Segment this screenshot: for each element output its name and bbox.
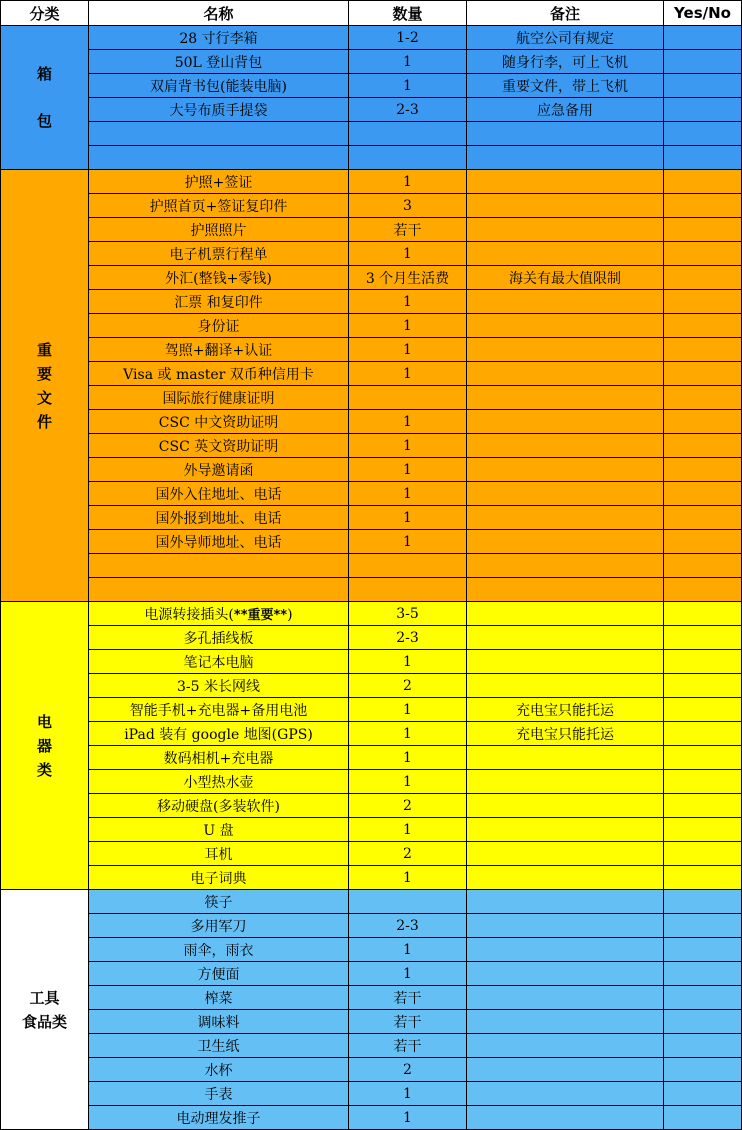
yes-no-cell[interactable] xyxy=(664,1082,742,1106)
item-name: 电子机票行程单 xyxy=(89,242,349,266)
item-note: 充电宝只能托运 xyxy=(467,698,664,722)
table-row xyxy=(1,266,742,290)
item-note xyxy=(467,818,664,842)
item-note xyxy=(467,842,664,866)
yes-no-cell[interactable] xyxy=(664,458,742,482)
item-note xyxy=(467,1010,664,1034)
item-name: 国外入住地址、电话 xyxy=(89,482,349,506)
table-row xyxy=(1,482,742,506)
table-row xyxy=(1,890,742,914)
item-quantity: 1 xyxy=(349,530,467,554)
category-label: 重要文件 xyxy=(36,340,52,431)
table-row xyxy=(1,218,742,242)
item-quantity: 1 xyxy=(349,938,467,962)
item-name: 国际旅行健康证明 xyxy=(89,386,349,410)
item-name: 筷子 xyxy=(89,890,349,914)
yes-no-cell[interactable] xyxy=(664,938,742,962)
item-quantity: 1 xyxy=(349,722,467,746)
item-note xyxy=(467,194,664,218)
table-row xyxy=(1,458,742,482)
yes-no-cell[interactable] xyxy=(664,74,742,98)
item-quantity xyxy=(349,146,467,170)
table-row xyxy=(1,554,742,578)
table-row xyxy=(1,26,742,50)
item-note xyxy=(467,170,664,194)
item-quantity: 1 xyxy=(349,338,467,362)
item-note xyxy=(467,674,664,698)
item-name: 电动理发推子 xyxy=(89,1106,349,1130)
item-quantity: 2-3 xyxy=(349,626,467,650)
item-name-part: ) xyxy=(287,606,293,623)
item-note xyxy=(467,482,664,506)
item-note xyxy=(467,626,664,650)
item-note xyxy=(467,650,664,674)
yes-no-cell[interactable] xyxy=(664,1034,742,1058)
item-name: 多孔插线板 xyxy=(89,626,349,650)
item-name xyxy=(89,122,349,146)
item-note xyxy=(467,746,664,770)
table-row xyxy=(1,1082,742,1106)
item-quantity: 若干 xyxy=(349,1034,467,1058)
item-note xyxy=(467,602,664,626)
table-row xyxy=(1,818,742,842)
item-quantity: 1 xyxy=(349,170,467,194)
yes-no-cell[interactable] xyxy=(664,98,742,122)
item-note: 应急备用 xyxy=(467,98,664,122)
table-row xyxy=(1,146,742,170)
table-row xyxy=(1,194,742,218)
item-quantity: 1-2 xyxy=(349,26,467,50)
category-label: 箱包 xyxy=(36,64,52,130)
category-documents xyxy=(1,170,89,602)
item-name: CSC 中文资助证明 xyxy=(89,410,349,434)
table-row xyxy=(1,50,742,74)
item-note xyxy=(467,218,664,242)
yes-no-cell[interactable] xyxy=(664,770,742,794)
header-name: 名称 xyxy=(89,1,349,26)
item-quantity: 3 xyxy=(349,194,467,218)
item-name xyxy=(89,578,349,602)
item-quantity: 若干 xyxy=(349,986,467,1010)
item-quantity: 1 xyxy=(349,1106,467,1130)
category-label-line: 食品类 xyxy=(21,1012,67,1031)
item-quantity: 1 xyxy=(349,74,467,98)
item-quantity xyxy=(349,122,467,146)
item-quantity: 1 xyxy=(349,362,467,386)
item-name: 外汇(整钱+零钱) xyxy=(89,266,349,290)
yes-no-cell[interactable] xyxy=(664,1106,742,1130)
table-row xyxy=(1,986,742,1010)
item-note xyxy=(467,986,664,1010)
yes-no-cell[interactable] xyxy=(664,314,742,338)
item-quantity: 1 xyxy=(349,746,467,770)
item-quantity: 1 xyxy=(349,482,467,506)
yes-no-cell[interactable] xyxy=(664,722,742,746)
yes-no-cell[interactable] xyxy=(664,698,742,722)
table-row xyxy=(1,746,742,770)
table-row xyxy=(1,242,742,266)
item-name: 小型热水壶 xyxy=(89,770,349,794)
item-note xyxy=(467,458,664,482)
table-row xyxy=(1,1034,742,1058)
item-note xyxy=(467,530,664,554)
yes-no-cell[interactable] xyxy=(664,242,742,266)
item-note xyxy=(467,1106,664,1130)
yes-no-cell[interactable] xyxy=(664,674,742,698)
item-name: 移动硬盘(多装软件) xyxy=(89,794,349,818)
category-label: 电器类 xyxy=(36,712,52,779)
item-quantity: 2-3 xyxy=(349,914,467,938)
item-note xyxy=(467,1058,664,1082)
item-quantity: 1 xyxy=(349,434,467,458)
item-name: 调味料 xyxy=(89,1010,349,1034)
item-note xyxy=(467,242,664,266)
item-name: 28 寸行李箱 xyxy=(89,26,349,50)
table-row xyxy=(1,578,742,602)
item-name: 榨菜 xyxy=(89,986,349,1010)
item-note xyxy=(467,890,664,914)
item-note xyxy=(467,338,664,362)
yes-no-cell[interactable] xyxy=(664,50,742,74)
item-note xyxy=(467,410,664,434)
table-row xyxy=(1,626,742,650)
table-row xyxy=(1,962,742,986)
item-quantity: 1 xyxy=(349,1082,467,1106)
item-note xyxy=(467,362,664,386)
table-row xyxy=(1,602,742,626)
category-bags xyxy=(1,26,89,170)
table-row xyxy=(1,842,742,866)
item-quantity: 1 xyxy=(349,410,467,434)
table-row xyxy=(1,770,742,794)
table-row xyxy=(1,506,742,530)
table-row xyxy=(1,698,742,722)
item-quantity xyxy=(349,554,467,578)
header-quantity: 数量 xyxy=(349,1,467,26)
header-row xyxy=(1,1,742,26)
header-category: 分类 xyxy=(1,1,89,26)
yes-no-cell[interactable] xyxy=(664,338,742,362)
yes-no-cell[interactable] xyxy=(664,530,742,554)
table-row xyxy=(1,314,742,338)
item-name: 3-5 米长网线 xyxy=(89,674,349,698)
item-note xyxy=(467,386,664,410)
table-row xyxy=(1,74,742,98)
yes-no-cell[interactable] xyxy=(664,218,742,242)
yes-no-cell[interactable] xyxy=(664,122,742,146)
item-note: 重要文件，带上飞机 xyxy=(467,74,664,98)
yes-no-cell[interactable] xyxy=(664,818,742,842)
table-row xyxy=(1,122,742,146)
item-note: 充电宝只能托运 xyxy=(467,722,664,746)
category-label-line: 工具 xyxy=(29,988,60,1007)
item-name-part: 电源转接插头( xyxy=(144,606,234,623)
yes-no-cell[interactable] xyxy=(664,794,742,818)
yes-no-cell[interactable] xyxy=(664,410,742,434)
item-name: 驾照+翻译+认证 xyxy=(89,338,349,362)
item-quantity: 若干 xyxy=(349,1010,467,1034)
yes-no-cell[interactable] xyxy=(664,890,742,914)
item-quantity: 3 个月生活费 xyxy=(349,266,467,290)
item-name: 水杯 xyxy=(89,1058,349,1082)
table-row xyxy=(1,434,742,458)
item-note xyxy=(467,290,664,314)
item-quantity: 1 xyxy=(349,818,467,842)
item-quantity xyxy=(349,890,467,914)
item-name: 汇票 和复印件 xyxy=(89,290,349,314)
item-note: 随身行李，可上飞机 xyxy=(467,50,664,74)
item-quantity: 1 xyxy=(349,50,467,74)
item-name: 多用军刀 xyxy=(89,914,349,938)
item-name: 雨伞，雨衣 xyxy=(89,938,349,962)
table-row xyxy=(1,866,742,890)
item-note xyxy=(467,314,664,338)
yes-no-cell[interactable] xyxy=(664,746,742,770)
item-note xyxy=(467,434,664,458)
yes-no-cell[interactable] xyxy=(664,650,742,674)
item-quantity: 1 xyxy=(349,242,467,266)
yes-no-cell[interactable] xyxy=(664,146,742,170)
yes-no-cell[interactable] xyxy=(664,194,742,218)
table-row xyxy=(1,938,742,962)
table-row xyxy=(1,1058,742,1082)
table-row xyxy=(1,1106,742,1130)
item-name: 智能手机+充电器+备用电池 xyxy=(89,698,349,722)
yes-no-cell[interactable] xyxy=(664,914,742,938)
item-name: 国外报到地址、电话 xyxy=(89,506,349,530)
item-quantity: 2 xyxy=(349,794,467,818)
yes-no-cell[interactable] xyxy=(664,434,742,458)
item-quantity: 2 xyxy=(349,842,467,866)
item-name: 卫生纸 xyxy=(89,1034,349,1058)
header-note: 备注 xyxy=(467,1,664,26)
table-row xyxy=(1,650,742,674)
item-name: CSC 英文资助证明 xyxy=(89,434,349,458)
important-mark: **重要** xyxy=(233,607,288,623)
yes-no-cell[interactable] xyxy=(664,986,742,1010)
item-note xyxy=(467,794,664,818)
item-note xyxy=(467,554,664,578)
item-name: 大号布质手提袋 xyxy=(89,98,349,122)
yes-no-cell[interactable] xyxy=(664,1058,742,1082)
item-quantity: 2-3 xyxy=(349,98,467,122)
item-name: 数码相机+充电器 xyxy=(89,746,349,770)
item-name xyxy=(89,554,349,578)
item-name: 方便面 xyxy=(89,962,349,986)
table-row xyxy=(1,410,742,434)
yes-no-cell[interactable] xyxy=(664,626,742,650)
item-note: 航空公司有规定 xyxy=(467,26,664,50)
table-row xyxy=(1,98,742,122)
table-row xyxy=(1,674,742,698)
item-note xyxy=(467,938,664,962)
table-row xyxy=(1,386,742,410)
item-name xyxy=(89,602,349,626)
item-note xyxy=(467,1082,664,1106)
header-yes-no: Yes/No xyxy=(664,1,742,26)
category-electronics xyxy=(1,602,89,890)
yes-no-cell[interactable] xyxy=(664,578,742,602)
yes-no-cell[interactable] xyxy=(664,554,742,578)
yes-no-cell[interactable] xyxy=(664,866,742,890)
item-name: 外导邀请函 xyxy=(89,458,349,482)
item-quantity: 2 xyxy=(349,1058,467,1082)
table-row xyxy=(1,290,742,314)
item-note xyxy=(467,122,664,146)
yes-no-cell[interactable] xyxy=(664,266,742,290)
table-row xyxy=(1,338,742,362)
item-note xyxy=(467,914,664,938)
table-row xyxy=(1,530,742,554)
table-row xyxy=(1,722,742,746)
item-quantity: 1 xyxy=(349,962,467,986)
item-note xyxy=(467,866,664,890)
item-quantity: 1 xyxy=(349,314,467,338)
item-name: 身份证 xyxy=(89,314,349,338)
table-row xyxy=(1,1010,742,1034)
table-row xyxy=(1,362,742,386)
item-name: 笔记本电脑 xyxy=(89,650,349,674)
item-note: 海关有最大值限制 xyxy=(467,266,664,290)
item-name: U 盘 xyxy=(89,818,349,842)
item-quantity: 1 xyxy=(349,458,467,482)
item-name xyxy=(89,146,349,170)
table-row xyxy=(1,914,742,938)
item-quantity: 1 xyxy=(349,698,467,722)
item-note xyxy=(467,146,664,170)
item-note xyxy=(467,1034,664,1058)
item-name: iPad 装有 google 地图(GPS) xyxy=(89,722,349,746)
item-quantity: 1 xyxy=(349,290,467,314)
item-note xyxy=(467,578,664,602)
yes-no-cell[interactable] xyxy=(664,362,742,386)
yes-no-cell[interactable] xyxy=(664,482,742,506)
item-quantity: 1 xyxy=(349,866,467,890)
item-quantity: 3-5 xyxy=(349,602,467,626)
table-row xyxy=(1,794,742,818)
table-row xyxy=(1,170,742,194)
item-quantity: 1 xyxy=(349,770,467,794)
yes-no-cell[interactable] xyxy=(664,290,742,314)
yes-no-cell[interactable] xyxy=(664,386,742,410)
item-name: 电子词典 xyxy=(89,866,349,890)
item-name: 手表 xyxy=(89,1082,349,1106)
yes-no-cell[interactable] xyxy=(664,170,742,194)
yes-no-cell[interactable] xyxy=(664,842,742,866)
item-name: Visa 或 master 双币种信用卡 xyxy=(89,362,349,386)
yes-no-cell[interactable] xyxy=(664,26,742,50)
yes-no-cell[interactable] xyxy=(664,1010,742,1034)
item-quantity: 若干 xyxy=(349,218,467,242)
yes-no-cell[interactable] xyxy=(664,962,742,986)
item-name: 耳机 xyxy=(89,842,349,866)
item-quantity xyxy=(349,578,467,602)
item-name: 国外导师地址、电话 xyxy=(89,530,349,554)
item-note xyxy=(467,506,664,530)
item-note xyxy=(467,962,664,986)
yes-no-cell[interactable] xyxy=(664,506,742,530)
item-quantity: 1 xyxy=(349,506,467,530)
item-name: 50L 登山背包 xyxy=(89,50,349,74)
item-note xyxy=(467,770,664,794)
category-tools-food xyxy=(1,890,89,1130)
item-name: 护照照片 xyxy=(89,218,349,242)
item-quantity: 2 xyxy=(349,674,467,698)
item-name: 双肩背书包(能装电脑) xyxy=(89,74,349,98)
item-name: 护照首页+签证复印件 xyxy=(89,194,349,218)
item-quantity: 1 xyxy=(349,650,467,674)
yes-no-cell[interactable] xyxy=(664,602,742,626)
item-quantity xyxy=(349,386,467,410)
item-name: 护照+签证 xyxy=(89,170,349,194)
